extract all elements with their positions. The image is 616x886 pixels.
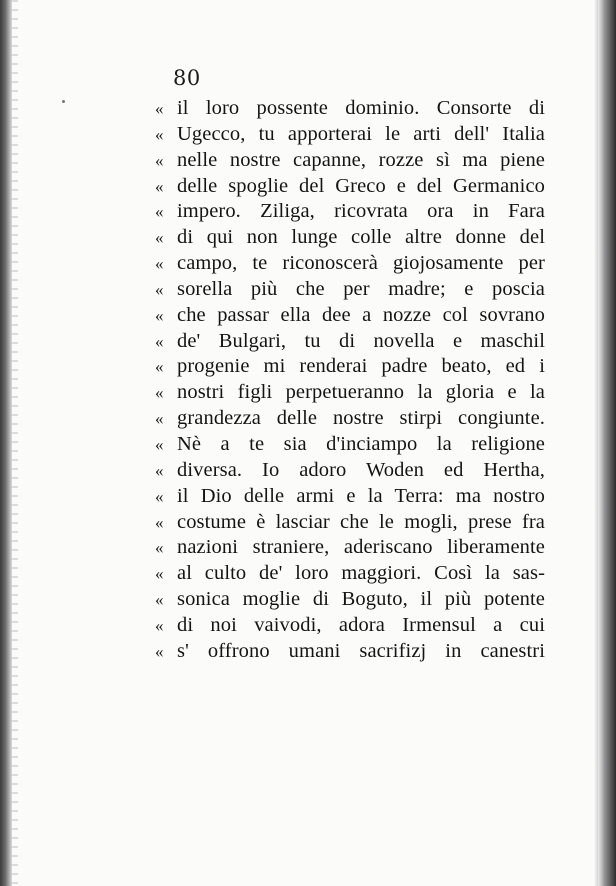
- text-line: [155, 407, 545, 433]
- quote-mark: «: [155, 383, 164, 403]
- text-line: [155, 511, 545, 537]
- text-line: [155, 123, 545, 149]
- quote-mark: «: [155, 590, 164, 610]
- text-line: [155, 252, 545, 278]
- quote-mark: «: [155, 99, 164, 118]
- line-text: nostri figli perpetueranno la gloria e la: [177, 381, 545, 404]
- line-text: sonica moglie di Boguto, il più potente: [177, 588, 545, 611]
- text-line: [155, 200, 545, 226]
- line-text: Ugecco, tu apporterai le arti dell' Italia: [177, 122, 545, 145]
- text-line: [155, 485, 545, 511]
- right-edge-shadow: [594, 0, 598, 886]
- line-text: costume è lasciar che le mogli, prese fra: [177, 510, 545, 533]
- text-line: [155, 278, 545, 304]
- line-text: il Dio delle armi e la Terra: ma nostro: [177, 484, 545, 507]
- line-text: delle spoglie del Greco e del Germanico: [177, 174, 545, 197]
- quote-mark: «: [155, 279, 164, 299]
- body-text: [155, 97, 545, 666]
- quote-mark: «: [155, 305, 164, 325]
- line-text: progenie mi renderai padre beato, ed i: [177, 355, 545, 378]
- quote-mark: «: [155, 512, 164, 532]
- text-line: [155, 175, 545, 201]
- quote-mark: «: [155, 460, 164, 480]
- line-text: nelle nostre capanne, rozze sì ma piene: [177, 148, 545, 171]
- quote-mark: «: [155, 615, 164, 635]
- line-text: di qui non lunge colle altre donne del: [177, 226, 545, 249]
- left-binding-edge: [0, 0, 12, 886]
- quote-mark: «: [155, 564, 164, 584]
- text-line: [155, 149, 545, 175]
- text-line: [155, 562, 545, 588]
- right-page-edge: [598, 0, 616, 886]
- text-line: [155, 97, 545, 123]
- line-text: de' Bulgari, tu di novella e maschil: [177, 329, 545, 352]
- line-text: campo, te riconoscerà giojosamente per: [177, 252, 545, 275]
- paper-speck: [62, 100, 65, 103]
- text-line: [155, 588, 545, 614]
- line-text: che passar ella dee a nozze col sovrano: [177, 303, 545, 326]
- text-line: [155, 304, 545, 330]
- line-text: Nè a te sia d'inciampo la religione: [177, 432, 545, 455]
- text-line: [155, 640, 545, 666]
- line-text: s' offrono umani sacrifizj in canestri: [177, 639, 545, 662]
- quote-mark: «: [155, 254, 164, 274]
- line-text: grandezza delle nostre stirpi congiunte.: [177, 407, 545, 430]
- left-edge-texture: [12, 0, 18, 886]
- quote-mark: «: [155, 434, 164, 454]
- line-text: nazioni straniere, aderiscano liberamente: [177, 536, 545, 559]
- page-number: 80: [173, 66, 201, 90]
- quote-mark: «: [155, 357, 164, 377]
- quote-mark: «: [155, 202, 164, 222]
- text-line: [155, 433, 545, 459]
- text-line: [155, 355, 545, 381]
- text-line: [155, 226, 545, 252]
- line-text: il loro possente dominio. Consorte di: [177, 97, 545, 119]
- line-text: di noi vaivodi, adora Irmensul a cui: [177, 613, 545, 636]
- quote-mark: «: [155, 331, 164, 351]
- text-line: [155, 381, 545, 407]
- line-text: diversa. Io adoro Woden ed Hertha,: [177, 458, 545, 481]
- quote-mark: «: [155, 486, 164, 506]
- text-line: [155, 536, 545, 562]
- text-line: [155, 459, 545, 485]
- quote-mark: «: [155, 124, 164, 144]
- quote-mark: «: [155, 176, 164, 196]
- line-text: impero. Ziliga, ricovrata ora in Fara: [177, 200, 545, 223]
- quote-mark: «: [155, 641, 164, 661]
- quote-mark: «: [155, 538, 164, 558]
- line-text: sorella più che per madre; e poscia: [177, 277, 545, 300]
- text-line: [155, 330, 545, 356]
- quote-mark: «: [155, 409, 164, 429]
- quote-mark: «: [155, 150, 164, 170]
- text-line: [155, 614, 545, 640]
- quote-mark: «: [155, 228, 164, 248]
- line-text: al culto de' loro maggiori. Così la sas-: [177, 562, 545, 585]
